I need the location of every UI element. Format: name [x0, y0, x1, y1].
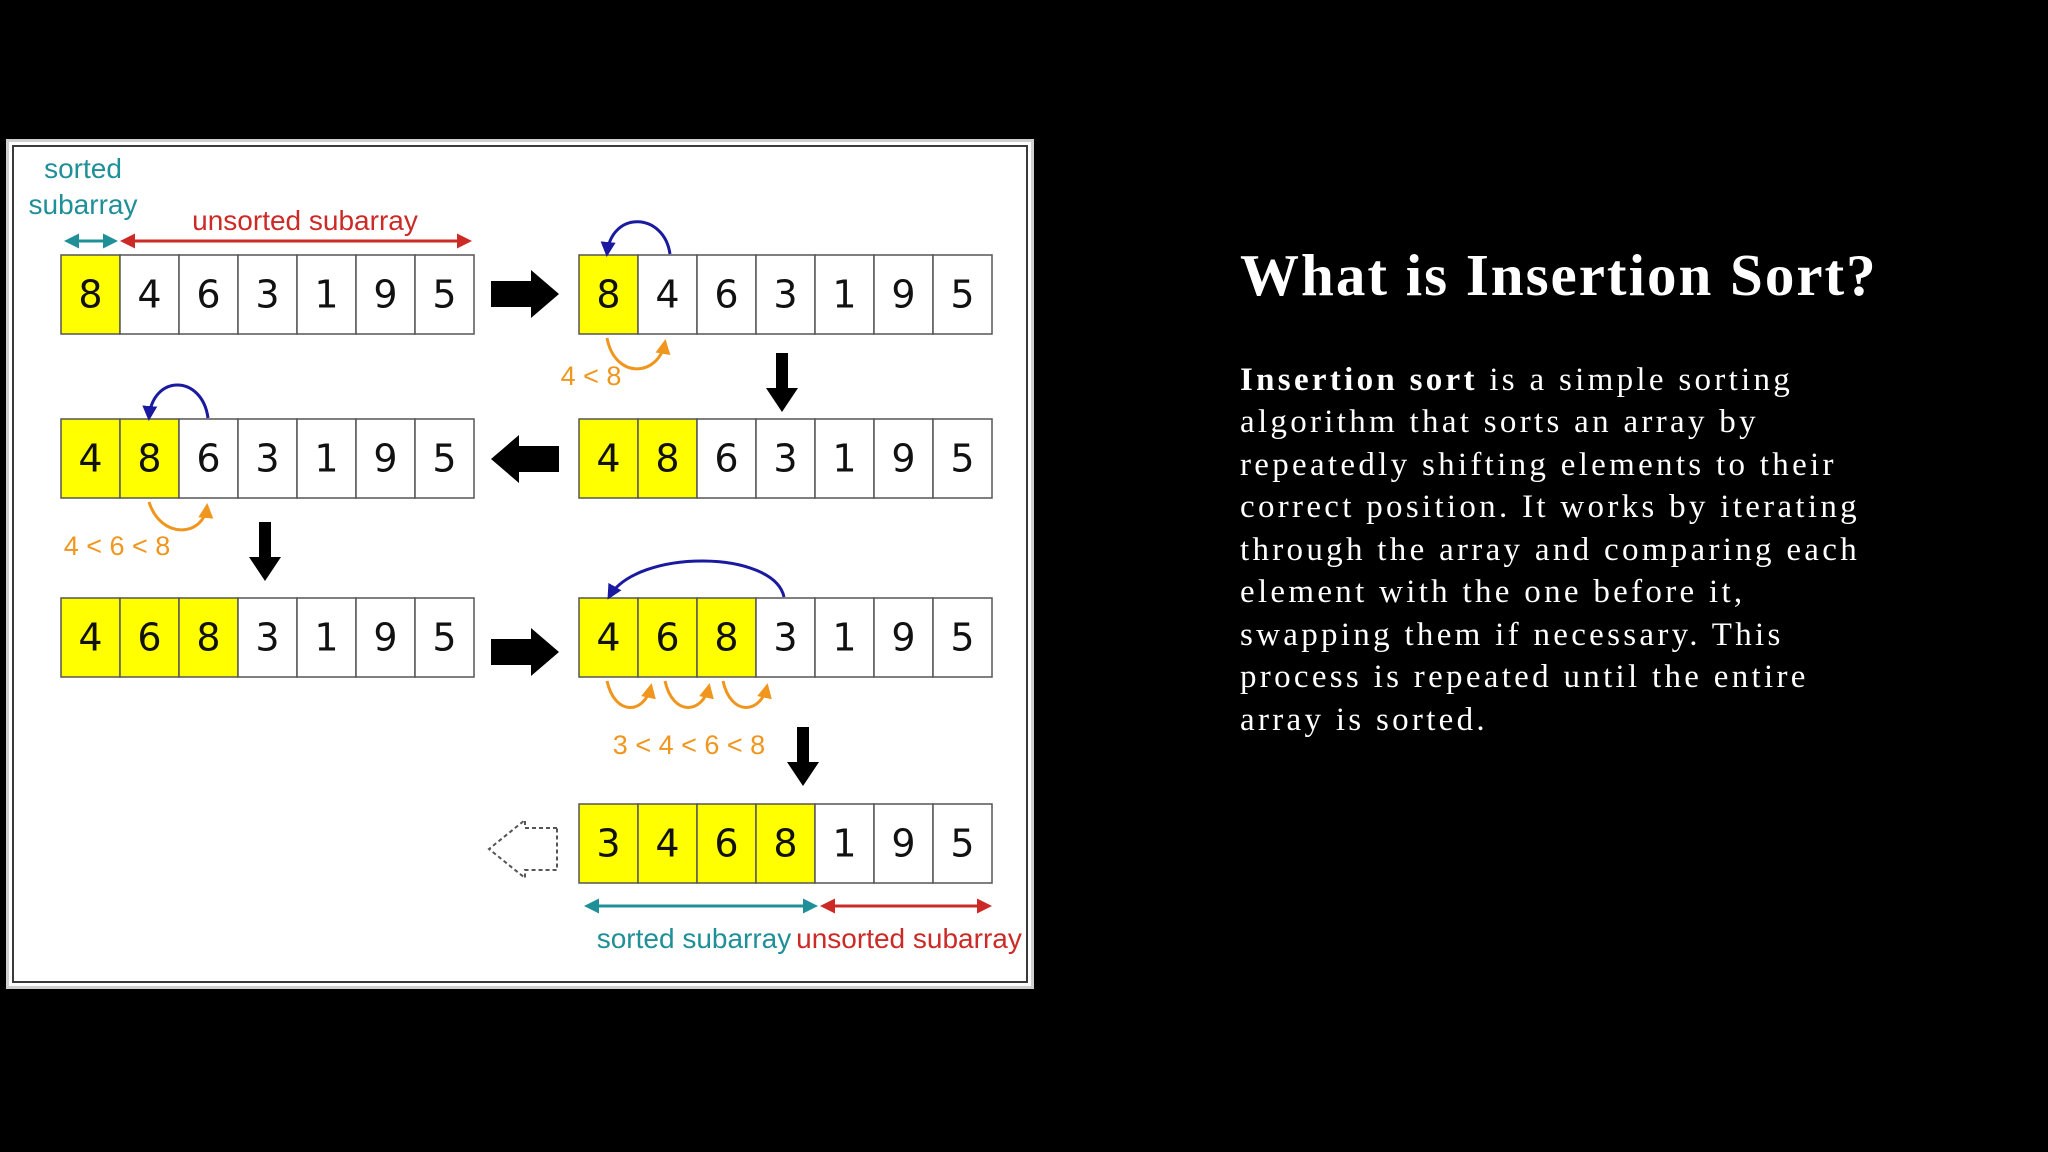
array-cell-value: 6 [196, 272, 221, 317]
array-cell-value: 4 [596, 436, 621, 481]
array-cell-value: 3 [596, 821, 621, 866]
description-term: Insertion sort [1240, 361, 1478, 398]
array-cell-value: 8 [714, 615, 739, 660]
array-cell-value: 5 [950, 436, 975, 481]
down-arrow-icon [787, 727, 819, 786]
blue-insert-arc-icon [607, 222, 670, 254]
array-cell-value: 5 [950, 272, 975, 317]
array-cell-value: 5 [432, 436, 457, 481]
array-row-3 [61, 419, 474, 498]
down-arrow-icon [766, 353, 798, 412]
array-cell-value: 5 [432, 272, 457, 317]
array-cell-value: 1 [832, 272, 857, 317]
array-row-7 [579, 804, 992, 883]
array-cell-value: 1 [314, 272, 339, 317]
unsorted-label-top: unsorted subarray [192, 205, 418, 236]
array-cell-value: 6 [137, 615, 162, 660]
array-cell-value: 1 [832, 615, 857, 660]
array-cell-value: 8 [78, 272, 103, 317]
right-arrow-icon [491, 628, 559, 676]
array-cell-value: 4 [78, 436, 103, 481]
array-cell-value: 8 [137, 436, 162, 481]
array-cell-value: 9 [373, 436, 398, 481]
orange-compare-arc-icon [607, 681, 651, 708]
array-cell-value: 3 [773, 436, 798, 481]
array-cell-value: 5 [950, 821, 975, 866]
dashed-left-arrow-icon [489, 820, 557, 878]
comparison-label: 4 < 8 [560, 361, 622, 391]
array-cell-value: 1 [314, 615, 339, 660]
diagram-canvas [9, 142, 1037, 992]
array-cell-value: 4 [137, 272, 162, 317]
description-text: is a simple sorting algorithm that sorts an array by repeatedly shifting elements to their correct position. It works by iterating through the array and comparing each element with the one before it, swapping them if necessary. This process is repeated until the entire array is sorted. [1240, 361, 1861, 738]
sorted-label-bottom: sorted subarray [596, 923, 792, 954]
array-cell-value: 3 [255, 615, 280, 660]
array-cell-value: 9 [373, 272, 398, 317]
orange-compare-arc-icon [149, 502, 207, 530]
array-cell-value: 3 [773, 615, 798, 660]
blue-insert-arc-icon [149, 385, 208, 418]
array-cell-value: 8 [655, 436, 680, 481]
unsorted-label-bottom: unsorted subarray [796, 923, 1022, 954]
array-cell-value: 9 [891, 615, 916, 660]
array-cell-value: 3 [255, 436, 280, 481]
array-cell-value: 8 [196, 615, 221, 660]
insertion-sort-diagram [6, 139, 1034, 989]
array-cell-value: 9 [891, 272, 916, 317]
blue-insert-arc-icon [609, 561, 784, 597]
array-row-6 [579, 598, 992, 677]
array-cell-value: 9 [891, 436, 916, 481]
array-cell-value: 6 [714, 821, 739, 866]
sorted-label-line1: sorted [44, 153, 122, 184]
array-cell-value: 4 [655, 821, 680, 866]
array-cell-value: 9 [373, 615, 398, 660]
array-cell-value: 1 [314, 436, 339, 481]
array-cell-value: 1 [832, 821, 857, 866]
array-cell-value: 5 [432, 615, 457, 660]
array-cell-value: 6 [714, 436, 739, 481]
right-arrow-icon [491, 270, 559, 318]
array-cell-value: 9 [891, 821, 916, 866]
orange-compare-arc-icon [665, 681, 709, 708]
array-row-5 [61, 598, 474, 677]
array-cell-value: 3 [773, 272, 798, 317]
comparison-label: 3 < 4 < 6 < 8 [612, 730, 766, 760]
array-cell-value: 3 [255, 272, 280, 317]
array-cell-value: 6 [196, 436, 221, 481]
slide-title: What is Insertion Sort? [1240, 242, 1878, 308]
slide-description [1240, 359, 1880, 742]
array-cell-value: 4 [596, 615, 621, 660]
array-cell-value: 5 [950, 615, 975, 660]
left-arrow-icon [491, 435, 559, 483]
array-cell-value: 4 [78, 615, 103, 660]
orange-compare-arc-icon [723, 681, 767, 708]
array-cell-value: 1 [832, 436, 857, 481]
array-cell-value: 8 [773, 821, 798, 866]
comparison-label: 4 < 6 < 8 [63, 531, 171, 561]
down-arrow-icon [249, 522, 281, 581]
array-cell-value: 6 [714, 272, 739, 317]
array-row-4 [579, 419, 992, 498]
description-panel [1240, 240, 1880, 741]
array-cell-value: 8 [596, 272, 621, 317]
array-row-2 [579, 255, 992, 334]
array-cell-value: 4 [655, 272, 680, 317]
array-row-1 [61, 255, 474, 334]
array-cell-value: 6 [655, 615, 680, 660]
sorted-label-line2: subarray [28, 189, 138, 220]
